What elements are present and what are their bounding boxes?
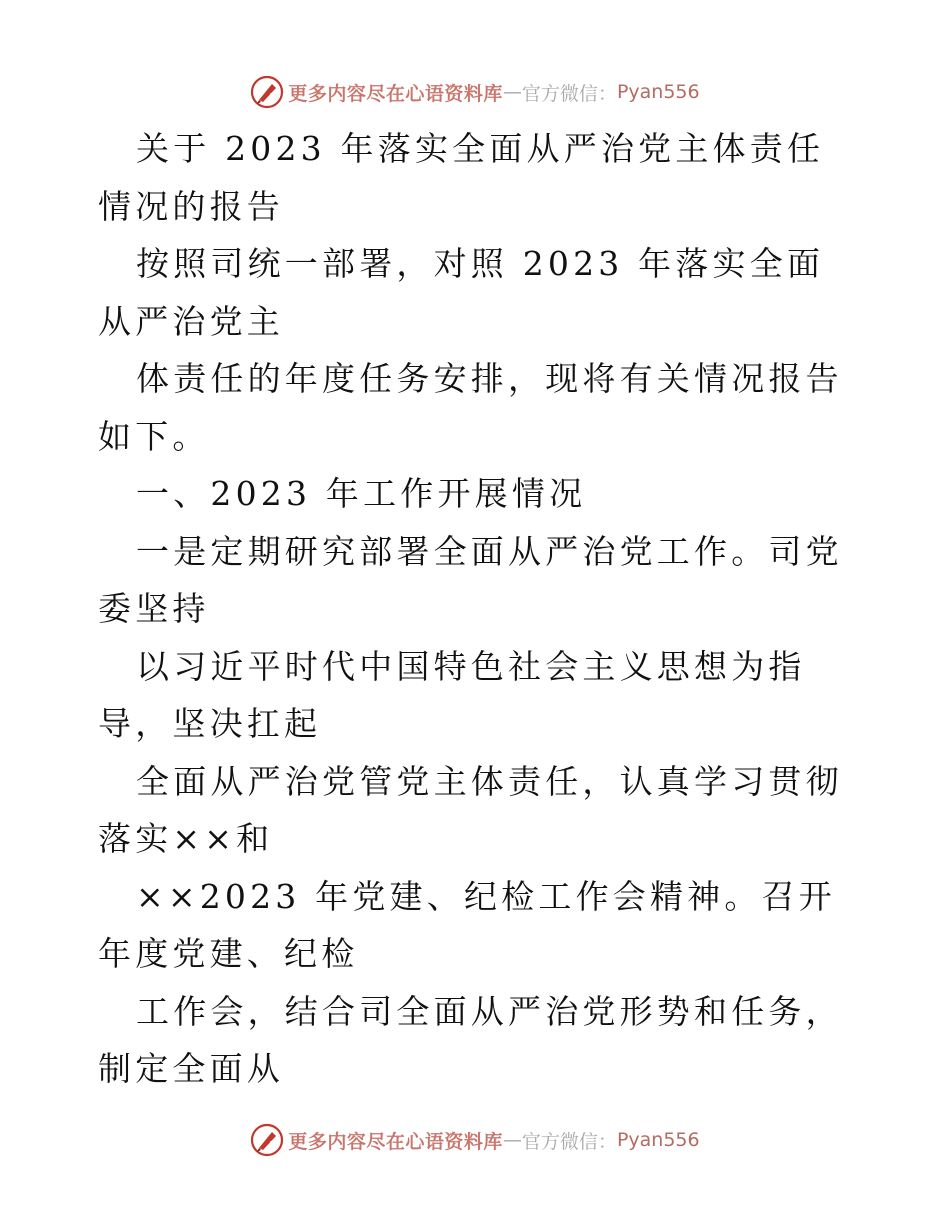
section-heading xyxy=(98,465,858,523)
paragraph-line: 一、2023 年工作开展情况 xyxy=(136,474,587,513)
paragraph-line: 一是定期研究部署全面从严治党工作。司党委坚 xyxy=(98,531,843,628)
paragraph-line: 体责任的年度任务安排，现将有关情况报告如 xyxy=(98,359,843,456)
watermark-separator: — xyxy=(502,1129,522,1151)
paragraph-line: 党主 xyxy=(209,301,285,341)
paragraph xyxy=(98,753,858,868)
paragraph-line: 关于 2023 年落实全面从严治党主体责任情况的 xyxy=(98,129,825,226)
watermark-wechat-id: Pyan556 xyxy=(616,81,700,103)
watermark-footer xyxy=(0,1120,950,1160)
paragraph-line: 持 xyxy=(172,589,210,628)
paragraph-line: 全面从严治党管党主体责任，认真学习贯彻落实 xyxy=(98,761,843,858)
paragraph-line: 以习近平时代中国特色社会主义思想为指导，坚 xyxy=(98,646,806,743)
paragraph-title xyxy=(98,120,858,235)
watermark-wechat-id: Pyan556 xyxy=(616,1129,700,1151)
paragraph-line: 报告 xyxy=(209,186,285,226)
paragraph-line: 全面从 xyxy=(172,1049,285,1088)
watermark-main-text: 更多内容尽在心语资料库 xyxy=(288,82,503,105)
paragraph xyxy=(98,868,858,983)
document-body xyxy=(98,120,858,1098)
pen-logo-icon xyxy=(250,75,284,109)
watermark-header xyxy=(0,72,950,112)
paragraph-line: ××和 xyxy=(172,819,274,858)
paragraph-line: 工作会，结合司全面从严治党形势和任务，制定 xyxy=(98,991,843,1088)
watermark-separator: — xyxy=(502,81,522,103)
paragraph xyxy=(98,983,858,1098)
paragraph xyxy=(98,235,858,350)
paragraph-line: 按照司统一部署，对照 2023 年落实全面从严治 xyxy=(98,244,825,341)
watermark-wechat-label: 官方微信： xyxy=(521,82,617,105)
watermark-main-text: 更多内容尽在心语资料库 xyxy=(288,1130,503,1153)
paragraph xyxy=(98,523,858,638)
pen-logo-icon xyxy=(250,1123,284,1157)
paragraph xyxy=(98,638,858,753)
watermark-wechat-label: 官方微信： xyxy=(521,1130,617,1153)
paragraph xyxy=(98,350,858,465)
paragraph-line: 下。 xyxy=(135,416,210,456)
paragraph-line: 党建、纪检 xyxy=(172,934,359,973)
paragraph-line: 决扛起 xyxy=(209,704,322,743)
paragraph-line: ××2023 年党建、纪检工作会精神。召开年度 xyxy=(98,876,836,973)
